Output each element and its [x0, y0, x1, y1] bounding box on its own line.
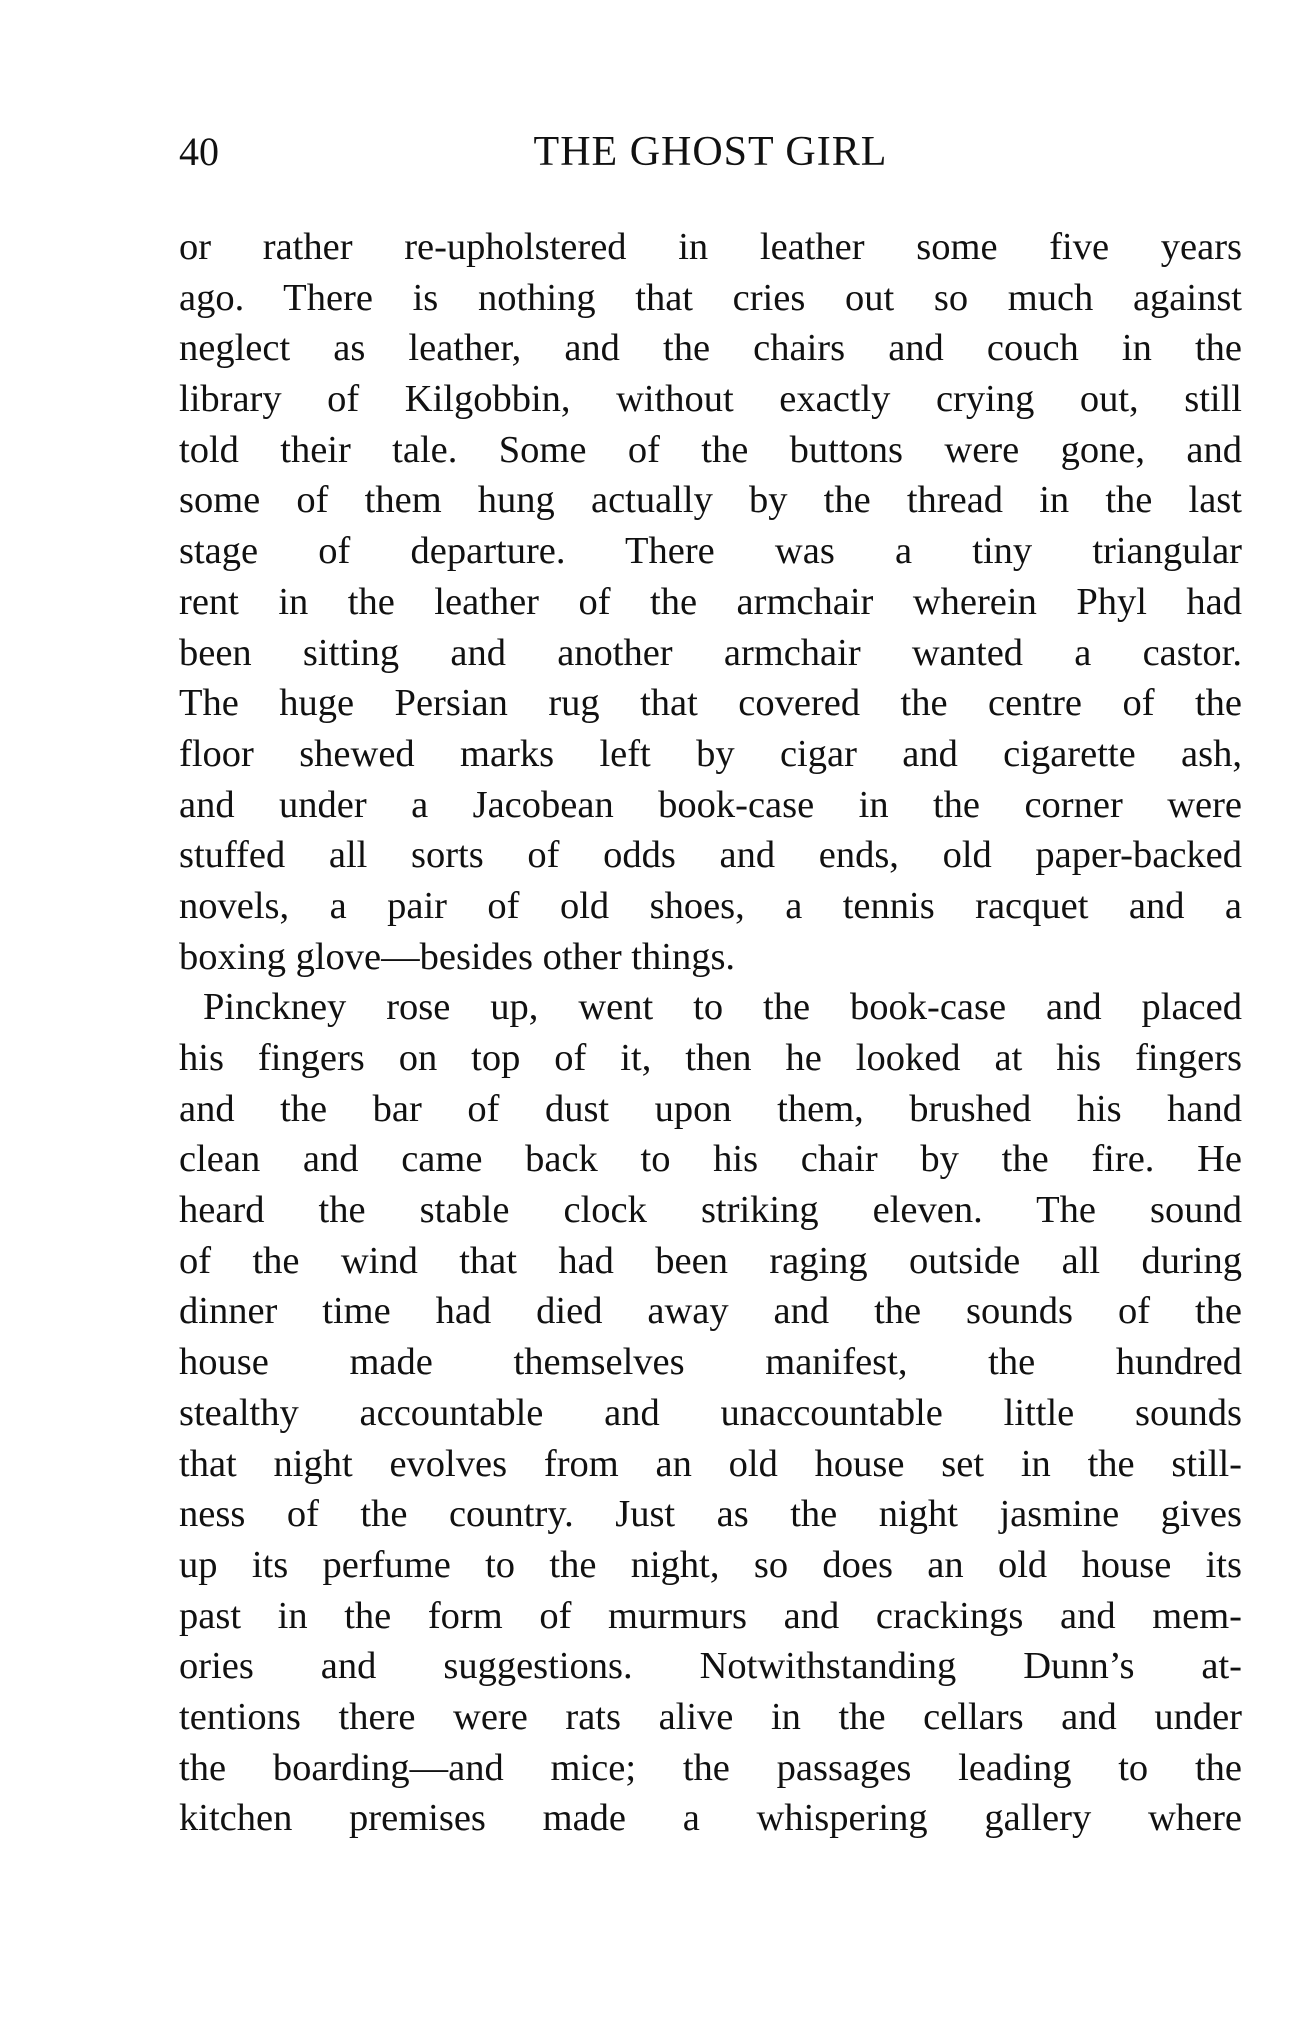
text-line: tentions there were rats alive in the cellars and under: [179, 1695, 1242, 1738]
page-number: 40: [179, 129, 219, 174]
text-line: or rather re-upholstered in leather some five years: [179, 226, 1242, 268]
text-line: ness of the country. Just as the night jasmine gives: [179, 1493, 1242, 1536]
text-line: stuffed all sorts of odds and ends, old paper-backed: [179, 834, 1242, 877]
text-line: stealthy accountable and unaccountable little sounds: [179, 1391, 1242, 1434]
text-line: novels, a pair of old shoes, a tennis racquet and a: [179, 884, 1242, 927]
text-line: library of Kilgobbin, without exactly crying out, still: [179, 378, 1242, 421]
text-line: been sitting and another armchair wanted a castor.: [179, 631, 1242, 674]
text-line: the boarding—and mice; the passages leading to the: [179, 1746, 1242, 1789]
text-line: Pinckney rose up, went to the book-case and placed: [203, 986, 1242, 1029]
text-line: ories and suggestions. Notwithstanding Dunn’s at-: [179, 1645, 1242, 1688]
text-line: dinner time had died away and the sounds of the: [179, 1290, 1242, 1333]
text-line: neglect as leather, and the chairs and couch in the: [179, 327, 1242, 370]
text-line: kitchen premises made a whispering gallery where: [179, 1797, 1242, 1840]
text-line: heard the stable clock striking eleven. The sound: [179, 1189, 1242, 1232]
text-line: boxing glove—besides other things.: [179, 935, 736, 978]
text-line: rent in the leather of the armchair wherein Phyl had: [179, 580, 1242, 623]
text-line: up its perfume to the night, so does an old house its: [179, 1543, 1242, 1586]
text-line: ago. There is nothing that cries out so much against: [179, 276, 1242, 319]
text-line: The huge Persian rug that covered the centre of the: [179, 682, 1242, 725]
text-line: house made themselves manifest, the hundred: [179, 1341, 1242, 1384]
text-line: that night evolves from an old house set in the still-: [179, 1442, 1242, 1485]
text-line: his fingers on top of it, then he looked at his fingers: [179, 1037, 1242, 1079]
text-line: stage of departure. There was a tiny triangular: [179, 530, 1242, 573]
text-line: clean and came back to his chair by the fire. He: [179, 1138, 1242, 1181]
text-line: told their tale. Some of the buttons were gone, and: [179, 428, 1242, 471]
page-body: [179, 222, 1242, 1844]
text-line: some of them hung actually by the thread in the last: [179, 479, 1242, 522]
text-line: and the bar of dust upon them, brushed his hand: [179, 1087, 1242, 1130]
text-line: floor shewed marks left by cigar and cigarette ash,: [179, 732, 1242, 775]
text-line: and under a Jacobean book-case in the corner were: [179, 783, 1242, 826]
running-header: [179, 128, 1242, 178]
running-title: THE GHOST GIRL: [533, 129, 888, 175]
text-line: of the wind that had been raging outside all during: [179, 1239, 1242, 1282]
text-line: past in the form of murmurs and crackings and mem-: [179, 1594, 1242, 1637]
